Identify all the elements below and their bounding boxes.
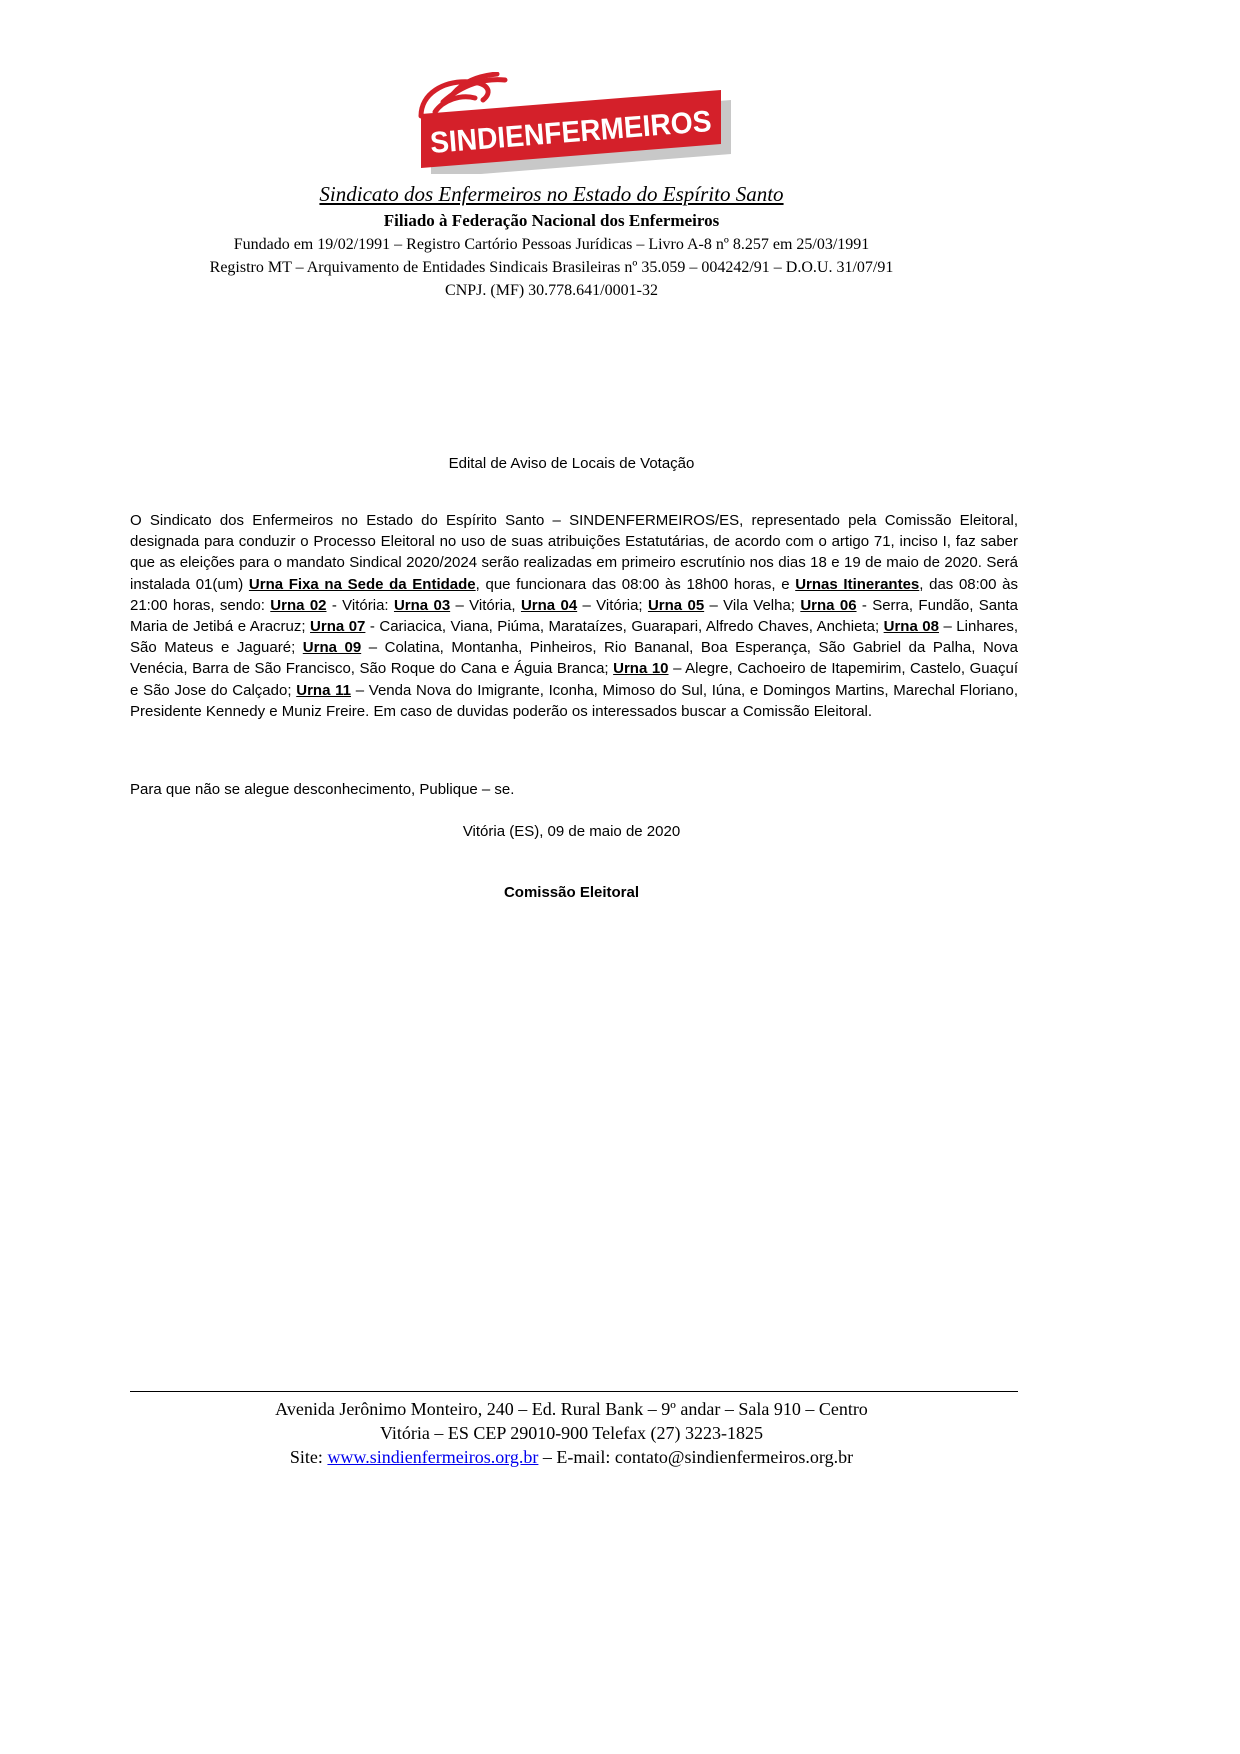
footer-city-phone: Vitória – ES CEP 29010-900 Telefax (27) 3223-1825 xyxy=(379,1423,764,1443)
notice-text: – Vila Velha; xyxy=(704,596,801,614)
ballot-box-label: Urna 02 xyxy=(270,596,327,614)
founding-registration-line: Fundado em 19/02/1991 – Registro Cartório Pessoas Jurídicas – Livro A-8 nº 8.257 em 25/03/1991 xyxy=(233,236,870,253)
notice-paragraph xyxy=(130,510,1018,722)
notice-text: , das 08:00 às 21:00 horas, sendo: xyxy=(130,575,1019,614)
cnpj-line: CNPJ. (MF) 30.778.641/0001-32 xyxy=(445,282,658,299)
labor-registry-line: Registro MT – Arquivamento de Entidades Sindicais Brasileiras nº 35.059 – 004242/91 – D.O.U. 31/07/91 xyxy=(209,259,894,276)
notice-text: - Serra, Fundão, Santa Maria de Jetibá e Aracruz; xyxy=(130,596,1018,636)
notice-text: – Vitória; xyxy=(577,596,648,614)
itinerant-ballot-boxes-label: Urnas Itinerantes xyxy=(795,575,920,593)
notice-text: – Venda Nova do Imigrante, Iconha, Mimoso do Sul, Iúna, e Domingos Martins, Marechal Floriano, Presidente Kennedy e Muniz Freire. Em caso de duvidas poderão os interessados buscar a Comissão Eleitoral. xyxy=(130,681,1019,720)
ballot-box-label: Urna 06 xyxy=(800,596,857,614)
ballot-box-label: Urna 07 xyxy=(310,618,366,636)
notice-text: – Alegre, Cachoeiro de Itapemirim, Castelo, Guaçuí e São Jose do Calçado; xyxy=(130,660,1018,699)
email-text: – E-mail: contato@sindienfermeiros.org.br xyxy=(538,1447,854,1467)
date-line: Vitória (ES), 09 de maio de 2020 xyxy=(462,823,681,840)
logo-graphic xyxy=(413,72,733,174)
ballot-box-label: Urna 11 xyxy=(296,681,351,699)
footer-address: Avenida Jerônimo Monteiro, 240 – Ed. Rural Bank – 9º andar – Sala 910 – Centro xyxy=(275,1399,868,1419)
notice-text: – Linhares, São Mateus e Jaguaré; xyxy=(130,618,1019,657)
affiliation-line: Filiado à Federação Nacional dos Enfermeiros xyxy=(383,211,720,230)
ballot-box-label: Urna 04 xyxy=(520,596,578,614)
ballot-box-label: Urna 03 xyxy=(393,596,451,614)
footer-divider xyxy=(130,1391,1018,1392)
site-label: Site: xyxy=(289,1447,328,1467)
footer-contact xyxy=(0,1447,1143,1468)
notice-text: - Cariacica, Viana, Piúma, Marataízes, Guarapari, Alfredo Chaves, Anchieta; xyxy=(365,618,884,636)
fixed-ballot-box-label: Urna Fixa na Sede da Entidade xyxy=(248,575,476,593)
notice-text: - Vitória: xyxy=(326,596,394,614)
notice-title: Edital de Aviso de Locais de Votação xyxy=(448,455,695,472)
closing-line: Para que não se alegue desconhecimento, Publique – se. xyxy=(130,781,515,798)
sindienfermeiros-logo xyxy=(413,72,733,174)
ballot-box-label: Urna 08 xyxy=(883,618,939,636)
notice-text: – Colatina, Montanha, Pinheiros, Rio Bananal, Boa Esperança, São Gabriel da Palha, Nova Venécia, Barra de São Francisco, São Roque do Cana e Águia Branca; xyxy=(130,639,1018,678)
organization-name: Sindicato dos Enfermeiros no Estado do Espírito Santo xyxy=(319,182,784,206)
logo-text: SINDIENFERMEIROS xyxy=(428,103,731,160)
ballot-box-label: Urna 05 xyxy=(647,596,705,614)
website-link[interactable]: www.sindienfermeiros.org.br xyxy=(327,1447,539,1467)
notice-text: , que funcionara das 08:00 às 18h00 horas, e xyxy=(475,575,796,593)
ballot-box-label: Urna 10 xyxy=(613,660,669,678)
ballot-box-label: Urna 09 xyxy=(302,639,362,657)
signature-committee: Comissão Eleitoral xyxy=(503,884,640,901)
notice-text: – Vitória, xyxy=(450,596,521,614)
notice-text: O Sindicato dos Enfermeiros no Estado do Espírito Santo – SINDENFERMEIROS/ES, representado pela Comissão Eleitoral, designada para conduzir o Processo Eleitoral no uso de suas atribuições Estatutárias, de acordo com o artigo 71, inciso I, faz saber que as eleições para o mandato Sindical 2020/2024 serão realizadas em primeiro escrutínio nos dias 18 e 19 de maio de 2020. Será instalada 01(um) xyxy=(130,512,1018,593)
